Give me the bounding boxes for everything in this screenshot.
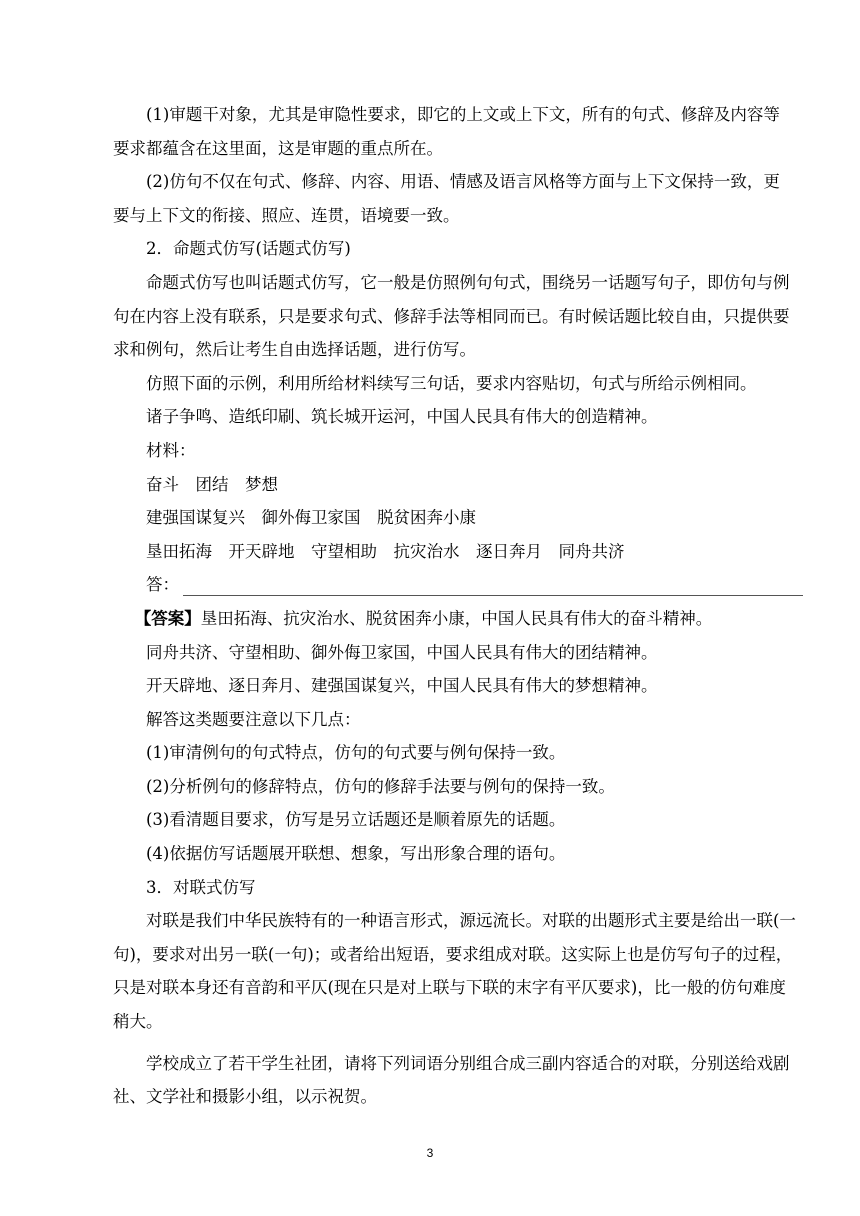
para-2-line-2: 要与上下文的衔接、照应、连贯，语境要一致。: [113, 205, 460, 225]
answer-label: 答：: [113, 575, 179, 595]
para-4-line-3: 只是对联本身还有音韵和平仄(现在只是对上联与下联的末字有平仄要求)，比一般的仿句难度: [113, 978, 786, 998]
section-heading-3: 3．对联式仿写: [113, 877, 256, 897]
tip-4: (4)依据仿写话题展开联想、想象，写出形象合理的语句。: [113, 844, 566, 864]
para-3-line-3: 求和例句，然后让考生自由选择话题，进行仿写。: [113, 340, 476, 360]
document-body: [113, 98, 796, 1114]
answer-indent: [113, 609, 135, 628]
para-4-line-2: 句)，要求对出另一联(一句)；或者给出短语，要求组成对联。这实际上也是仿写句子的过程，: [113, 944, 793, 964]
tip-2: (2)分析例句的修辞特点，仿句的修辞手法要与例句的保持一致。: [113, 776, 615, 796]
para-1-line-1: (1)审题干对象，尤其是审隐性要求，即它的上文或上下文，所有的句式、修辞及内容等: [113, 105, 780, 124]
example-sentence: 诸子争鸣、造纸印刷、筑长城开运河，中国人民具有伟大的创造精神。: [113, 407, 658, 427]
answer-2: 同舟共济、守望相助、御外侮卫家国，中国人民具有伟大的团结精神。: [113, 642, 658, 662]
tip-1: (1)审清例句的句式特点，仿句的句式要与例句保持一致。: [113, 743, 566, 763]
answer-1: [113, 602, 781, 636]
para-4-line-4: 稍大。: [113, 1012, 163, 1032]
para-3-line-1: 命题式仿写也叫话题式仿写，它一般是仿照例句句式，围绕另一话题写句子，即仿句与例: [113, 272, 790, 292]
para-4-line-1: 对联是我们中华民族特有的一种语言形式，源远流长。对联的出题形式主要是给出一联(一: [113, 911, 796, 931]
tip-3: (3)看清题目要求，仿写是另立话题还是顺着原先的话题。: [113, 810, 566, 830]
material-line-3: 垦田拓海 开天辟地 守望相助 抗灾治水 逐日奔月 同舟共济: [113, 541, 625, 561]
answer-row: [113, 568, 781, 602]
tips-intro: 解答这类题要注意以下几点：: [113, 709, 361, 729]
question-2-line-2: 社、文学社和摄影小组，以示祝贺。: [113, 1087, 377, 1107]
page-number: 3: [426, 1146, 434, 1160]
para-2-line-1: (2)仿句不仅在句式、修辞、内容、用语、情感及语言风格等方面与上下文保持一致，更: [113, 172, 780, 192]
para-3-line-2: 句在内容上没有联系，只是要求句式、修辞手法等相同而已。有时候话题比较自由，只提供要: [113, 306, 790, 326]
material-line-1: 奋斗 团结 梦想: [113, 474, 278, 494]
material-line-2: 建强国谋复兴 御外侮卫家国 脱贫困奔小康: [113, 508, 476, 528]
question-2-line-1: 学校成立了若干学生社团，请将下列词语分别组合成三副内容适合的对联，分别送给戏剧: [113, 1053, 790, 1073]
section-heading-2: 2．命题式仿写(话题式仿写): [113, 239, 351, 259]
answer-blank-line: [183, 575, 803, 596]
para-1-line-2: 要求都蕴含在这里面，这是审题的重点所在。: [113, 138, 443, 158]
question-1: 仿照下面的示例，利用所给材料续写三句话，要求内容贴切，句式与所给示例相同。: [113, 373, 757, 393]
material-label: 材料：: [113, 440, 196, 460]
answer-3: 开天辟地、逐日奔月、建强国谋复兴，中国人民具有伟大的梦想精神。: [113, 676, 658, 696]
answer-1-text: 垦田拓海、抗灾治水、脱贫困奔小康，中国人民具有伟大的奋斗精神。: [200, 608, 713, 628]
answer-tag: 【答案】: [134, 608, 201, 628]
